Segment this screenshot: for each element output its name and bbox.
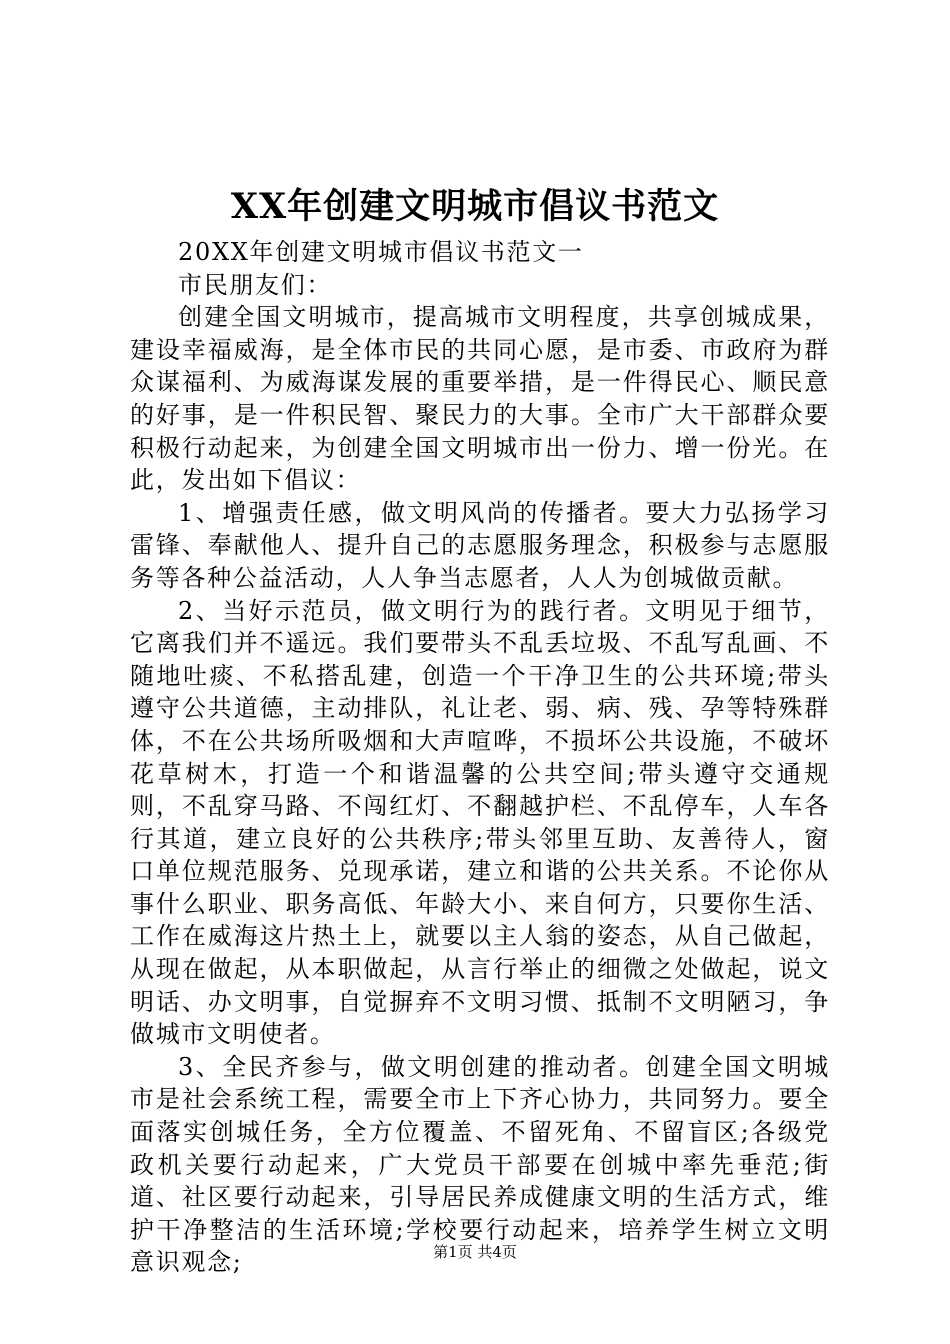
proposal-item-2: 2、当好示范员，做文明行为的践行者。文明见于细节，它离我们并不遥远。我们要带头不乱丢垃圾、不乱写乱画、不随地吐痰、不私搭乱建，创造一个干净卫生的公共环境;带头遵守公共道德，主动排队，礼让老、弱、病、残、孕等特殊群体，不在公共场所吸烟和大声喧哗，不损坏公共设施，不破坏花草树木，打造一个和谐温馨的公共空间;带头遵守交通规则，不乱穿马路、不闯红灯、不翻越护栏、不乱停车，人车各行其道，建立良好的公共秩序;带头邻里互助、友善待人，窗口单位规范服务、兑现承诺，建立和谐的公共关系。不论你从事什么职业、职务高低、年龄大小、来自何方，只要你生活、工作在威海这片热土上，就要以主人翁的姿态，从自己做起，从现在做起，从本职做起，从言行举止的细微之处做起，说文明话、办文明事，自觉摒弃不文明习惯、抵制不文明陋习，争做城市文明使者。 — [130, 596, 830, 1049]
document-title: XX年创建文明城市倡议书范文 — [230, 186, 720, 227]
proposal-item-1: 1、增强责任感，做文明风尚的传播者。要大力弘扬学习雷锋、奉献他人、提升自己的志愿服务理念，积极参与志愿服务等各种公益活动，人人争当志愿者，人人为创城做贡献。 — [130, 498, 830, 592]
page-number-footer: 第1页 共4页 — [433, 1243, 517, 1261]
intro-paragraph: 创建全国文明城市，提高城市文明程度，共享创城成果，建设幸福威海，是全体市民的共同心愿，是市委、市政府为群众谋福利、为威海谋发展的重要举措，是一件得民心、顺民意的好事，是一件积民智、聚民力的大事。全市广大干部群众要积极行动起来，为创建全国文明城市出一份力、增一份光。在此，发出如下倡议： — [130, 303, 830, 495]
document-body — [130, 236, 830, 1279]
proposal-item-3: 3、全民齐参与，做文明创建的推动者。创建全国文明城市是社会系统工程，需要全市上下齐心协力，共同努力。要全面落实创城任务，全方位覆盖、不留死角、不留盲区;各级党政机关要行动起来，广大党员干部要在创城中率先垂范;街道、社区要行动起来，引导居民养成健康文明的生活方式，维护干净整洁的生活环境;学校要行动起来，培养学生树立文明意识观念; — [130, 1052, 830, 1277]
salutation-paragraph: 市民朋友们： — [178, 270, 333, 299]
subtitle-paragraph: 20XX年创建文明城市倡议书范文一 — [178, 238, 584, 266]
